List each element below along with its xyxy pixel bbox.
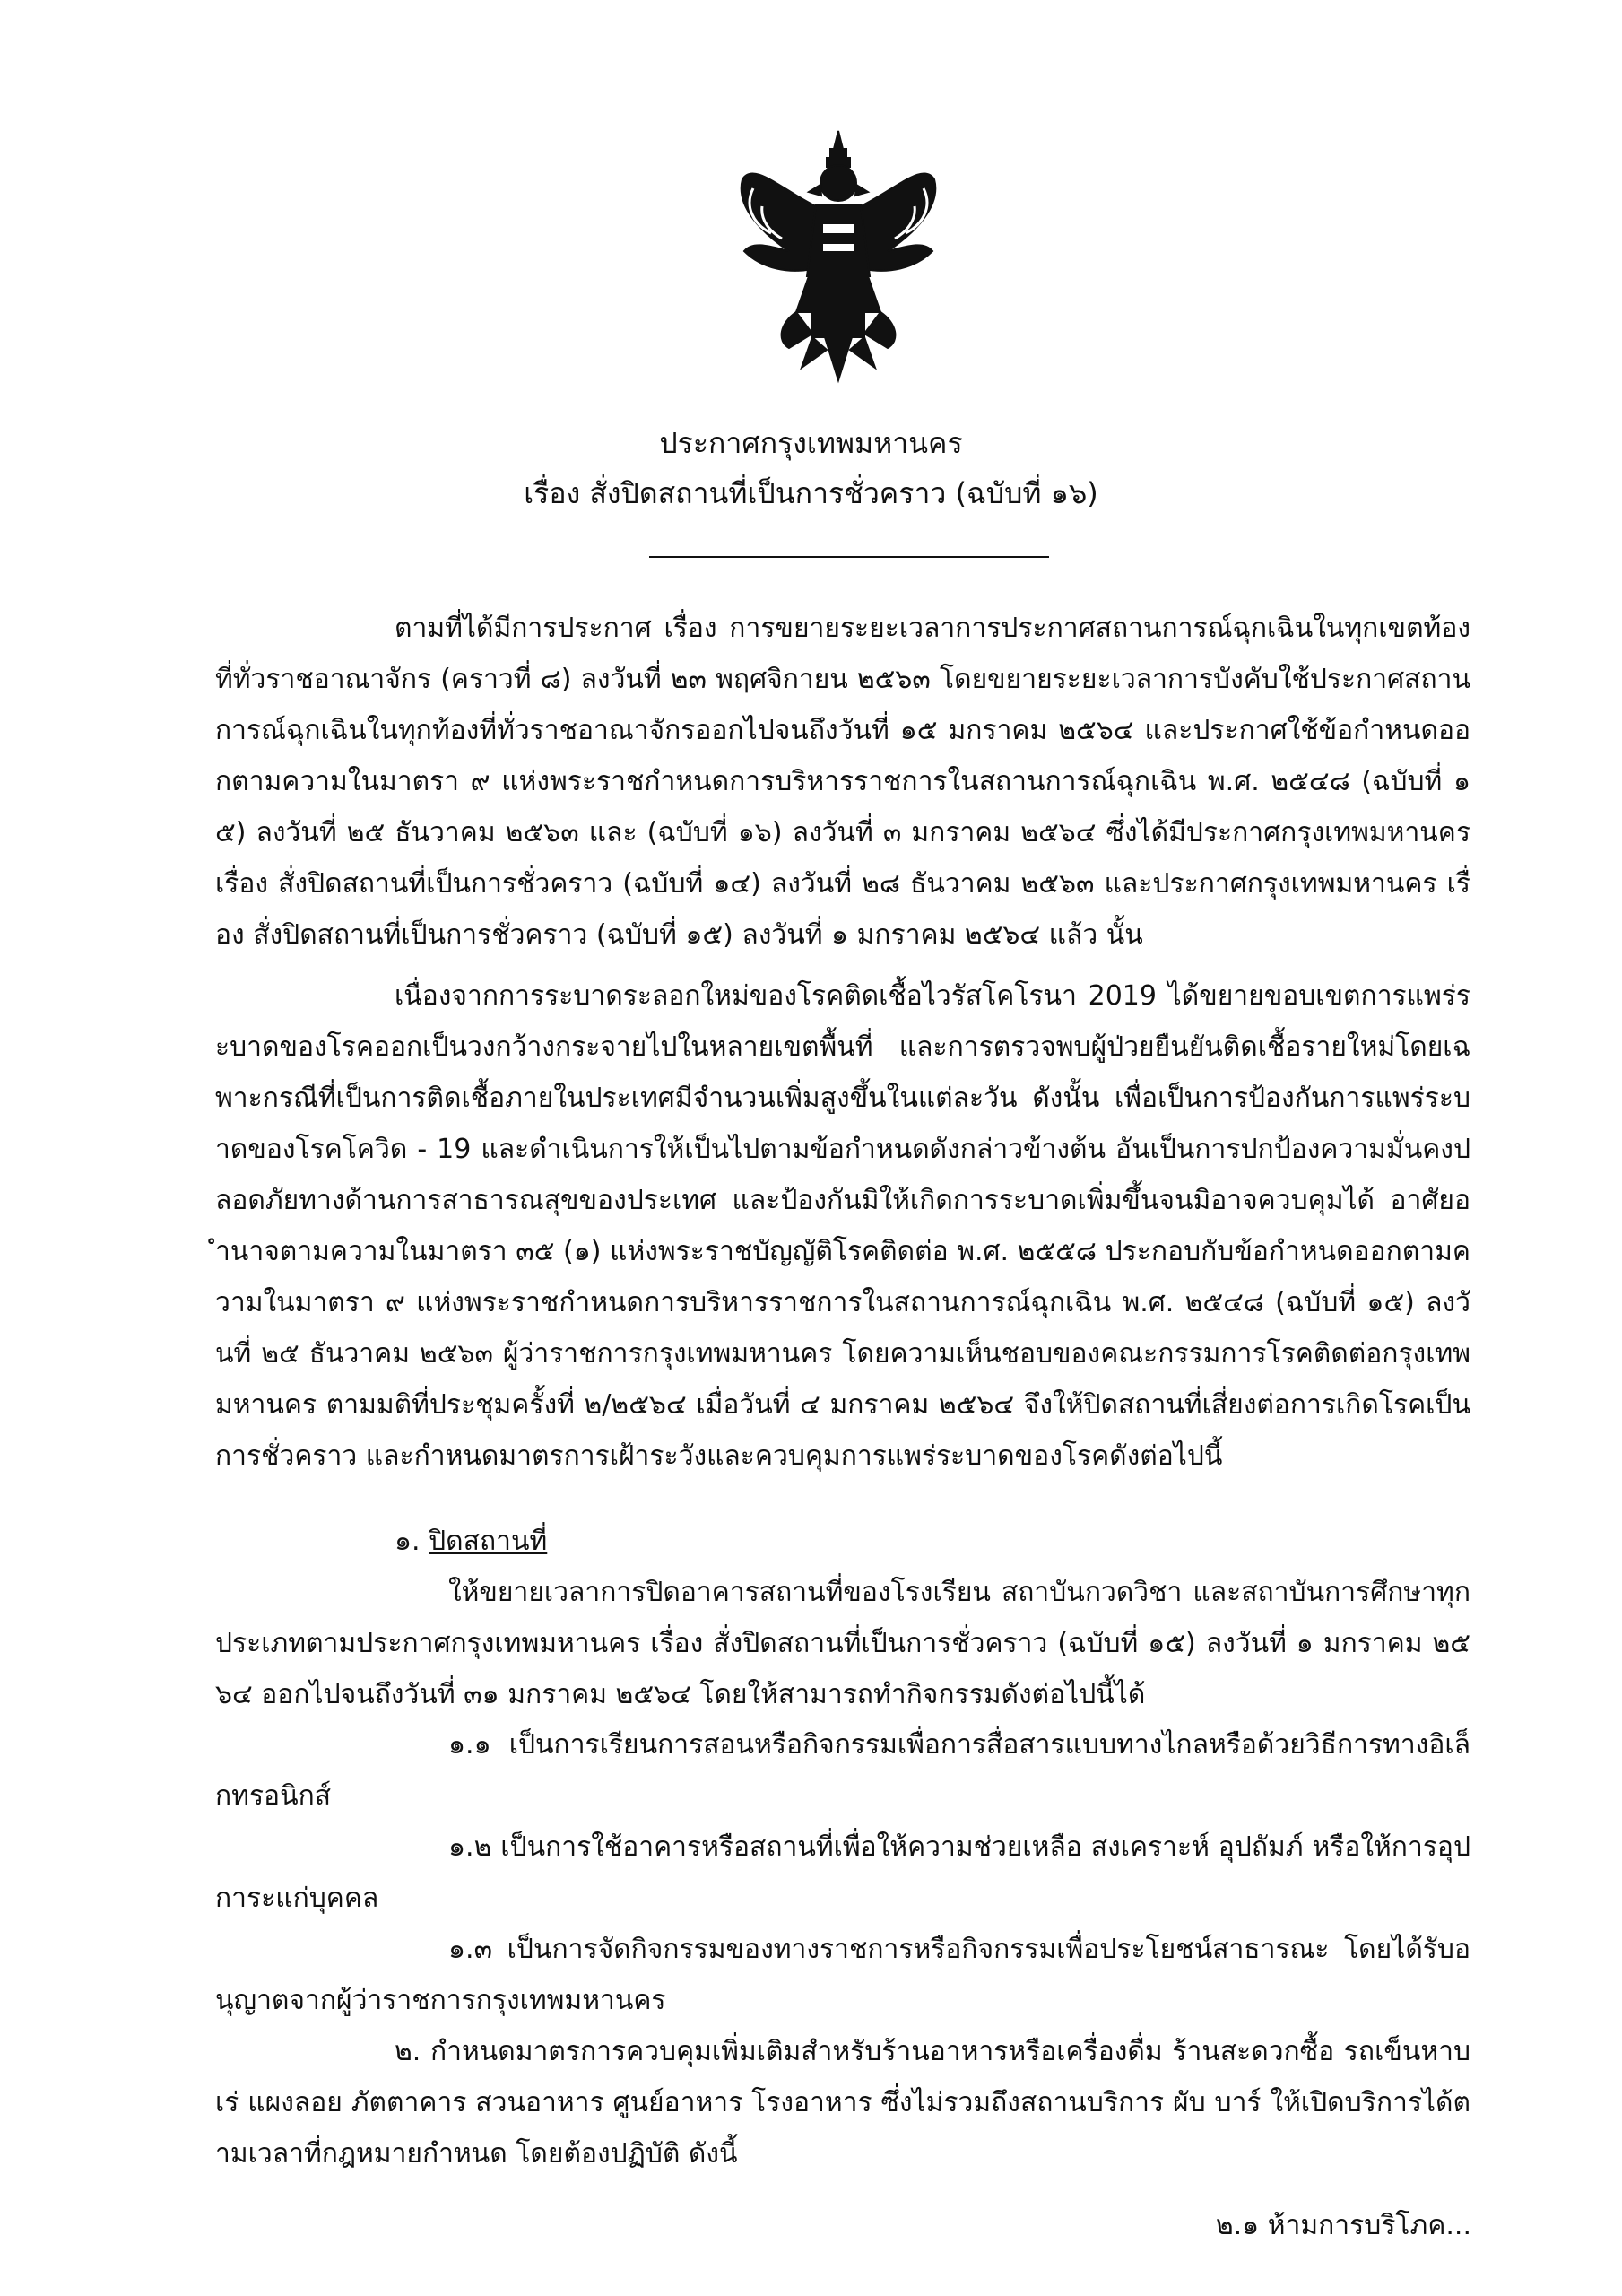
page-continuation: ๒.๑ ห้ามการบริโภค... xyxy=(1215,2210,1471,2241)
item1-text: ให้ขยายเวลาการปิดอาคารสถานที่ของโรงเรียน สถาบันกวดวิชา และสถาบันการศึกษาทุกประเภทตามประกาศกรุงเทพมหานคร เรื่อง สั่งปิดสถานที่เป็นการชั่วคราว (ฉบับที่ ๑๕) ลงวันที่ ๑ มกราคม ๒๕๖๔ ออกไปจนถึงวันที่ ๓๑ มกราคม ๒๕๖๔ โดยให้สามารถทำกิจกรรมดังต่อไปนี้ได้ xyxy=(215,1577,1470,1710)
garuda-emblem-icon xyxy=(726,126,950,386)
document-title: ประกาศกรุงเทพมหานคร xyxy=(659,426,963,460)
item2-text: ๒. กำหนดมาตรการควบคุมเพิ่มเติมสำหรับร้านอาหารหรือเครื่องดื่ม ร้านสะดวกซื้อ รถเข็นหาบเร่ แผงลอย ภัตตาคาร สวนอาหาร ศูนย์อาหาร โรงอาหาร ซึ่งไม่รวมถึงสถานบริการ ผับ บาร์ ให้เปิดบริการได้ตามเวลาที่กฎหมายกำหนด โดยต้องปฏิบัติ ดังนี้ xyxy=(215,2036,1470,2170)
paragraph-preamble: ตามที่ได้มีการประกาศ เรื่อง การขยายระยะเวลาการประกาศสถานการณ์ฉุกเฉินในทุกเขตท้องที่ทั่วราชอาณาจักร (คราวที่ ๘) ลงวันที่ ๒๓ พฤศจิกายน ๒๕๖๓ โดยขยายระยะเวลาการบังคับใช้ประกาศสถานการณ์ฉุกเฉินในทุกท้องที่ทั่วราชอาณาจักรออกไปจนถึงวันที่ ๑๕ มกราคม ๒๕๖๔ และประกาศใช้ข้อกำหนดออกตามความในมาตรา ๙ แห่งพระราชกำหนดการบริหารราชการในสถานการณ์ฉุกเฉิน พ.ศ. ๒๕๔๘ (ฉบับที่ ๑๕) ลงวันที่ ๒๕ ธันวาคม ๒๕๖๓ และ (ฉบับที่ ๑๖) ลงวันที่ ๓ มกราคม ๒๕๖๔ ซึ่งได้มีประกาศกรุงเทพมหานคร เรื่อง สั่งปิดสถานที่เป็นการชั่วคราว (ฉบับที่ ๑๔) ลงวันที่ ๒๘ ธันวาคม ๒๕๖๓ และประกาศกรุงเทพมหานคร เรื่อง สั่งปิดสถานที่เป็นการชั่วคราว (ฉบับที่ ๑๕) ลงวันที่ ๑ มกราคม ๒๕๖๔ แล้ว นั้น xyxy=(215,613,1470,951)
item1-number: ๑. xyxy=(395,1526,421,1557)
sub-item-1-1: ๑.๑ เป็นการเรียนการสอนหรือกิจกรรมเพื่อการสื่อสารแบบทางไกลหรือด้วยวิธีการทางอิเล็กทรอนิกส์ xyxy=(215,1729,1470,1812)
title-divider xyxy=(649,556,1049,558)
paragraph-reason: เนื่องจากการระบาดระลอกใหม่ของโรคติดเชื้อไวรัสโคโรนา 2019 ได้ขยายขอบเขตการแพร่ระบาดของโรคออกเป็นวงกว้างกระจายไปในหลายเขตพื้นที่ และการตรวจพบผู้ป่วยยืนยันติดเชื้อรายใหม่โดยเฉพาะกรณีที่เป็นการติดเชื้อภายในประเทศมีจำนวนเพิ่มสูงขึ้นในแต่ละวัน ดังนั้น เพื่อเป็นการป้องกันการแพร่ระบาดของโรคโควิด - 19 และดำเนินการให้เป็นไปตามข้อกำหนดดังกล่าวข้างต้น อันเป็นการปกป้องความมั่นคงปลอดภัยทางด้านการสาธารณสุขของประเทศ และป้องกันมิให้เกิดการระบาดเพิ่มขึ้นจนมิอาจควบคุมได้ อาศัยอำนาจตามความในมาตรา ๓๕ (๑) แห่งพระราชบัญญัติโรคติดต่อ พ.ศ. ๒๕๕๘ ประกอบกับข้อกำหนดออกตามความในมาตรา ๙ แห่งพระราชกำหนดการบริหารราชการในสถานการณ์ฉุกเฉิน พ.ศ. ๒๕๔๘ (ฉบับที่ ๑๕) ลงวันที่ ๒๕ ธันวาคม ๒๕๖๓ ผู้ว่าราชการกรุงเทพมหานคร โดยความเห็นชอบของคณะกรรมการโรคติดต่อกรุงเทพมหานคร ตามมติที่ประชุมครั้งที่ ๒/๒๕๖๔ เมื่อวันที่ ๔ มกราคม ๒๕๖๔ จึงให้ปิดสถานที่เสี่ยงต่อการเกิดโรคเป็นการชั่วคราว และกำหนดมาตรการเฝ้าระวังและควบคุมการแพร่ระบาดของโรคดังต่อไปนี้ xyxy=(215,980,1470,1472)
item1-title: ปิดสถานที่ xyxy=(429,1526,548,1557)
sub-item-1-2: ๑.๒ เป็นการใช้อาคารหรือสถานที่เพื่อให้ความช่วยเหลือ สงเคราะห์ อุปถัมภ์ หรือให้การอุปการะแก่บุคคล xyxy=(215,1831,1470,1914)
document-subject: เรื่อง สั่งปิดสถานที่เป็นการชั่วคราว (ฉบับที่ ๑๖) xyxy=(524,476,1098,510)
item1-heading xyxy=(395,1516,547,1567)
sub-item-1-3: ๑.๓ เป็นการจัดกิจกรรมของทางราชการหรือกิจกรรมเพื่อประโยชน์สาธารณะ โดยได้รับอนุญาตจากผู้ว่าราชการกรุงเทพมหานคร xyxy=(215,1934,1470,2016)
